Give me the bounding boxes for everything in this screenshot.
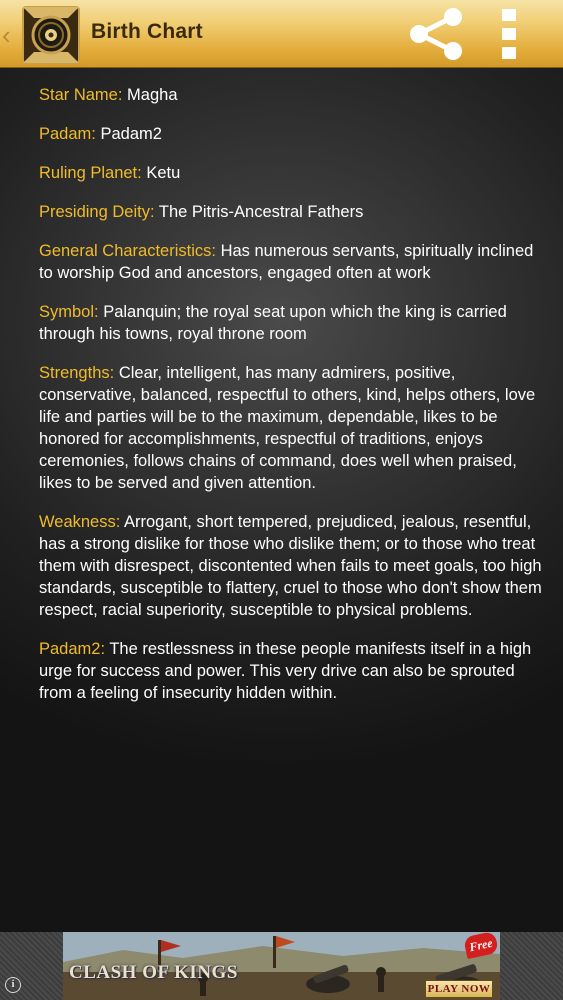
detail-value: Magha (127, 86, 178, 104)
detail-label: Ruling Planet: (39, 164, 142, 182)
detail-value: Clear, intelligent, has many admirers, positive, conservative, balanced, respectful to others, kind, helps others, love life and parties will be to the maximum, dependable, likes to be honored for accomplishments, respectful of traditions, enjoys ceremonies, follows chains of command, does well when praised, likes to be served and given attention. (39, 364, 536, 492)
detail-label: Weakness: (39, 513, 121, 531)
detail-value: The restlessness in these people manifests itself in a high urge for success and power. This very drive can also be sprouted from a feeling of insecurity hidden within. (39, 640, 532, 702)
chevron-left-icon[interactable]: ‹ (2, 20, 11, 50)
detail-label: Star Name: (39, 86, 123, 104)
detail-padam-description (39, 638, 549, 704)
detail-value: Arrogant, short tempered, prejudiced, jealous, resentful, has a strong dislike for those who dislike them; or to those who treat them with disrespect, discontented when fails to meet goals, too high standards, susceptible to flattery, cruel to those who don't show them respect, racial superiority, susceptible to physical problems. (39, 513, 542, 619)
ad-banner[interactable] (0, 932, 563, 1000)
detail-ruling-planet (39, 162, 549, 184)
nakshatra-details (39, 84, 549, 721)
more-vertical-icon[interactable] (496, 6, 524, 64)
ad-creative[interactable] (63, 932, 500, 1000)
detail-label: Padam2: (39, 640, 106, 658)
page-title: Birth Chart (91, 20, 203, 43)
detail-padam (39, 123, 549, 145)
ad-free-badge: Free (463, 932, 499, 959)
share-icon[interactable] (405, 5, 467, 63)
detail-star-name (39, 84, 549, 106)
detail-value: The Pitris-Ancestral Fathers (158, 203, 364, 221)
detail-label: General Characteristics: (39, 242, 216, 260)
detail-presiding-deity (39, 201, 549, 223)
info-icon[interactable]: i (5, 977, 21, 993)
detail-general-characteristics (39, 240, 549, 284)
detail-value: Has numerous servants, spiritually inclined to worship God and ancestors, engaged often at work (39, 242, 534, 282)
detail-strengths (39, 362, 549, 494)
detail-label: Symbol: (39, 303, 99, 321)
ad-brand-logo: CLASH OF KINGS (69, 962, 238, 983)
detail-value: Padam2 (100, 125, 162, 143)
detail-label: Presiding Deity: (39, 203, 155, 221)
astrolabe-logo (20, 4, 82, 66)
detail-label: Strengths: (39, 364, 115, 382)
detail-symbol (39, 301, 549, 345)
ad-play-now-button[interactable]: PLAY NOW (425, 980, 493, 998)
detail-label: Padam: (39, 125, 96, 143)
detail-value: Palanquin; the royal seat upon which the king is carried through his towns, royal throne room (39, 303, 507, 343)
detail-weakness (39, 511, 549, 621)
app-header (0, 0, 563, 68)
detail-value: Ketu (146, 164, 181, 182)
